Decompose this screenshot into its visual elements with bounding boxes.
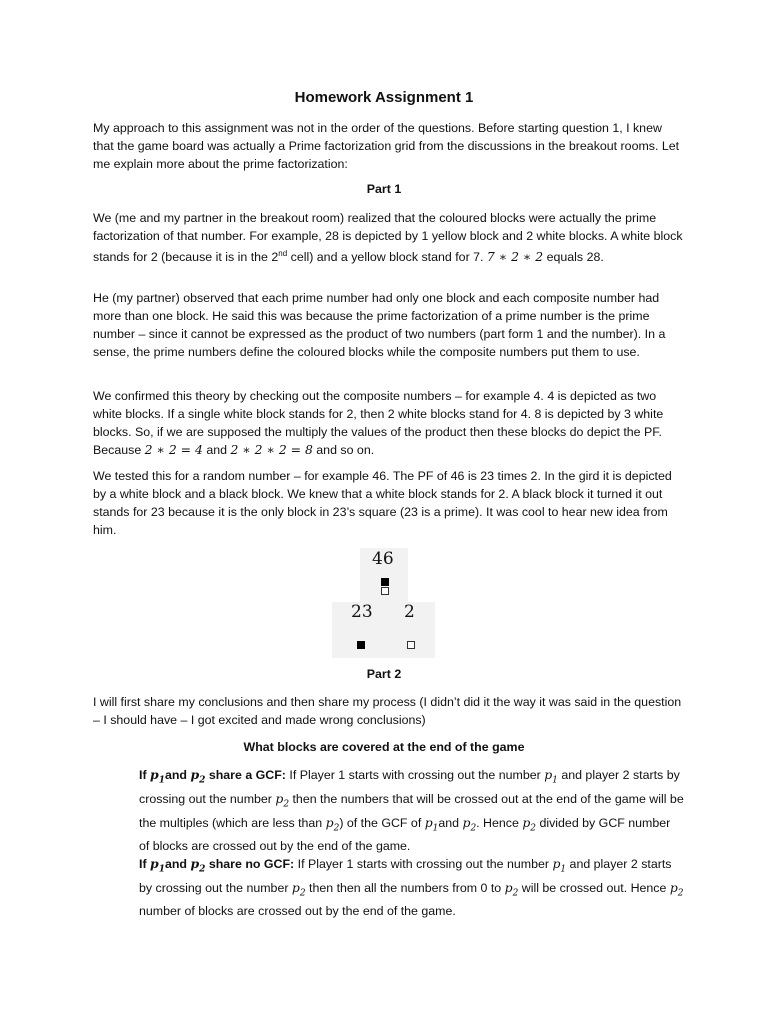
- white-block-icon: [407, 641, 415, 649]
- math-p1: $p_1$: [424, 814, 439, 834]
- gcf2-lead-a: If: [139, 857, 151, 872]
- part1-paragraph-1: [93, 209, 683, 266]
- gcf2-text-4: will be crossed out. Hence: [518, 881, 670, 896]
- gcf2-text-5: number of blocks are crossed out by the end of the game.: [139, 904, 456, 919]
- factor-tree-bottom-cells: [332, 602, 435, 658]
- intro-paragraph: My approach to this assignment was not in the order of the questions. Before starting question 1, I knew that the game board was actually a Prime factorization grid from the discussions in the breakout rooms. Let me explain more about the prime factorization:: [93, 121, 680, 171]
- factor-tree-diagram: [332, 548, 435, 658]
- gcf2-text-2: and player 2 starts by crossing out the number: [139, 857, 672, 896]
- part1-paragraph-3: [93, 387, 683, 459]
- p3-text-a: We confirmed this theory by checking out the composite numbers – for example 4. 4 is depicted as two white blocks. If a single white block stands for 2, then 2 white blocks stand for 4. 8 is depicted by 3 white blocks. So, if we are supposed the multiply the values of the product then these blocks do depict the PF. Because: [93, 389, 664, 457]
- math-p1: $p_1$: [150, 767, 165, 786]
- math-p2: $p_2$: [291, 880, 306, 899]
- black-block-icon: [381, 578, 389, 586]
- part1-paragraph-4: We tested this for a random number – for example 46. The PF of 46 is 23 times 2. In the gird it is depicted by a white block and a black block. We knew that a white block stands for 2. A black block it turned it out stands for 23 because it is the only block in 23’s square (23 is a prime). It was cool to hear new idea from him.: [93, 469, 672, 537]
- p3-text-c: and so on.: [312, 443, 375, 457]
- math-p2: $p_2$: [325, 814, 340, 834]
- gcf1-text-7: divided by GCF number of blocks are crossed out by the end of the game.: [139, 815, 671, 853]
- math-p2: $p_2$: [190, 767, 206, 786]
- gcf1-text-1: If Player 1 starts with crossing out the number: [285, 768, 545, 782]
- math-p2: $p_2$: [504, 880, 519, 899]
- factor-tree-top-number: 46: [372, 549, 394, 569]
- white-block-icon: [381, 587, 389, 595]
- p3-text-b: and: [202, 443, 231, 457]
- part1-paragraph-2: He (my partner) observed that each prime number had only one block and each composite number had more than one block. He said this was because the prime factorization of a prime number is the prime number – since it cannot be expressed as the product of two numbers (part form 1 and the number). In a sense, the prime numbers define the coloured blocks while the composite numbers put them to use.: [93, 291, 666, 359]
- math-p1: $p_1$: [544, 767, 558, 786]
- p1-text-b: cell) and a yellow block stand for 7.: [287, 250, 487, 265]
- gcf2-lead-b: share no GCF:: [205, 857, 295, 872]
- p3-math-2: 2 ∗ 2 ∗ 2 = 8: [230, 442, 313, 457]
- black-block-icon: [357, 641, 365, 649]
- p3-math-1: 2 ∗ 2 = 4: [144, 442, 203, 457]
- gcf1-text-6: . Hence: [476, 815, 523, 830]
- gcf1-text-2: and player 2 starts by crossing out the number: [139, 768, 680, 806]
- p1-math: 7 ∗ 2 ∗ 2: [486, 249, 544, 265]
- gcf1-lead-a: If: [139, 768, 151, 782]
- math-p2: $p_2$: [462, 814, 477, 834]
- math-p2: $p_2$: [275, 790, 290, 810]
- part2-heading: Part 2: [366, 667, 402, 681]
- gcf1-text-3: then the numbers that will be crossed out at the end of the game will be the multiples (which are less than: [139, 791, 684, 830]
- math-p1: $p_1$: [150, 856, 165, 875]
- gcf-case-paragraph: [139, 766, 684, 921]
- gcf1-text-4: ) of the GCF of: [339, 815, 425, 830]
- gcf2-text-1: If Player 1 starts with crossing out the number: [294, 857, 553, 872]
- math-p1: $p_1$: [552, 856, 567, 875]
- math-p2: $p_2$: [522, 814, 536, 834]
- p1-text-c: equals 28.: [543, 250, 604, 265]
- p1-text-a: We (me and my partner in the breakout room) realized that the coloured blocks were actually the prime factorization of that number. For example, 28 is depicted by 1 yellow block and 2 white blocks. A white block stands for 2 (because it is in the 2: [93, 211, 683, 265]
- document-title: Homework Assignment 1: [294, 89, 474, 106]
- part2-paragraph-1: I will first share my conclusions and then share my process (I didn’t did it the way it was said in the question – I should have – I got excited and made wrong conclusions): [93, 695, 682, 727]
- math-p2: $p_2$: [190, 856, 206, 875]
- part1-heading: Part 1: [366, 182, 402, 196]
- factor-tree-right-number: 2: [404, 602, 415, 622]
- gcf2-and: and: [164, 857, 191, 872]
- gcf1-and: and: [164, 768, 191, 782]
- factor-tree-left-number: 23: [351, 602, 373, 622]
- gcf1-text-5: and: [438, 815, 463, 830]
- section-subheading: What blocks are covered at the end of the game: [243, 740, 525, 754]
- math-p2: $p_2$: [669, 880, 684, 899]
- gcf2-text-3: then then all the numbers from 0 to: [305, 881, 505, 896]
- gcf1-lead-b: share a GCF:: [205, 768, 286, 782]
- p1-sup: nd: [278, 249, 288, 258]
